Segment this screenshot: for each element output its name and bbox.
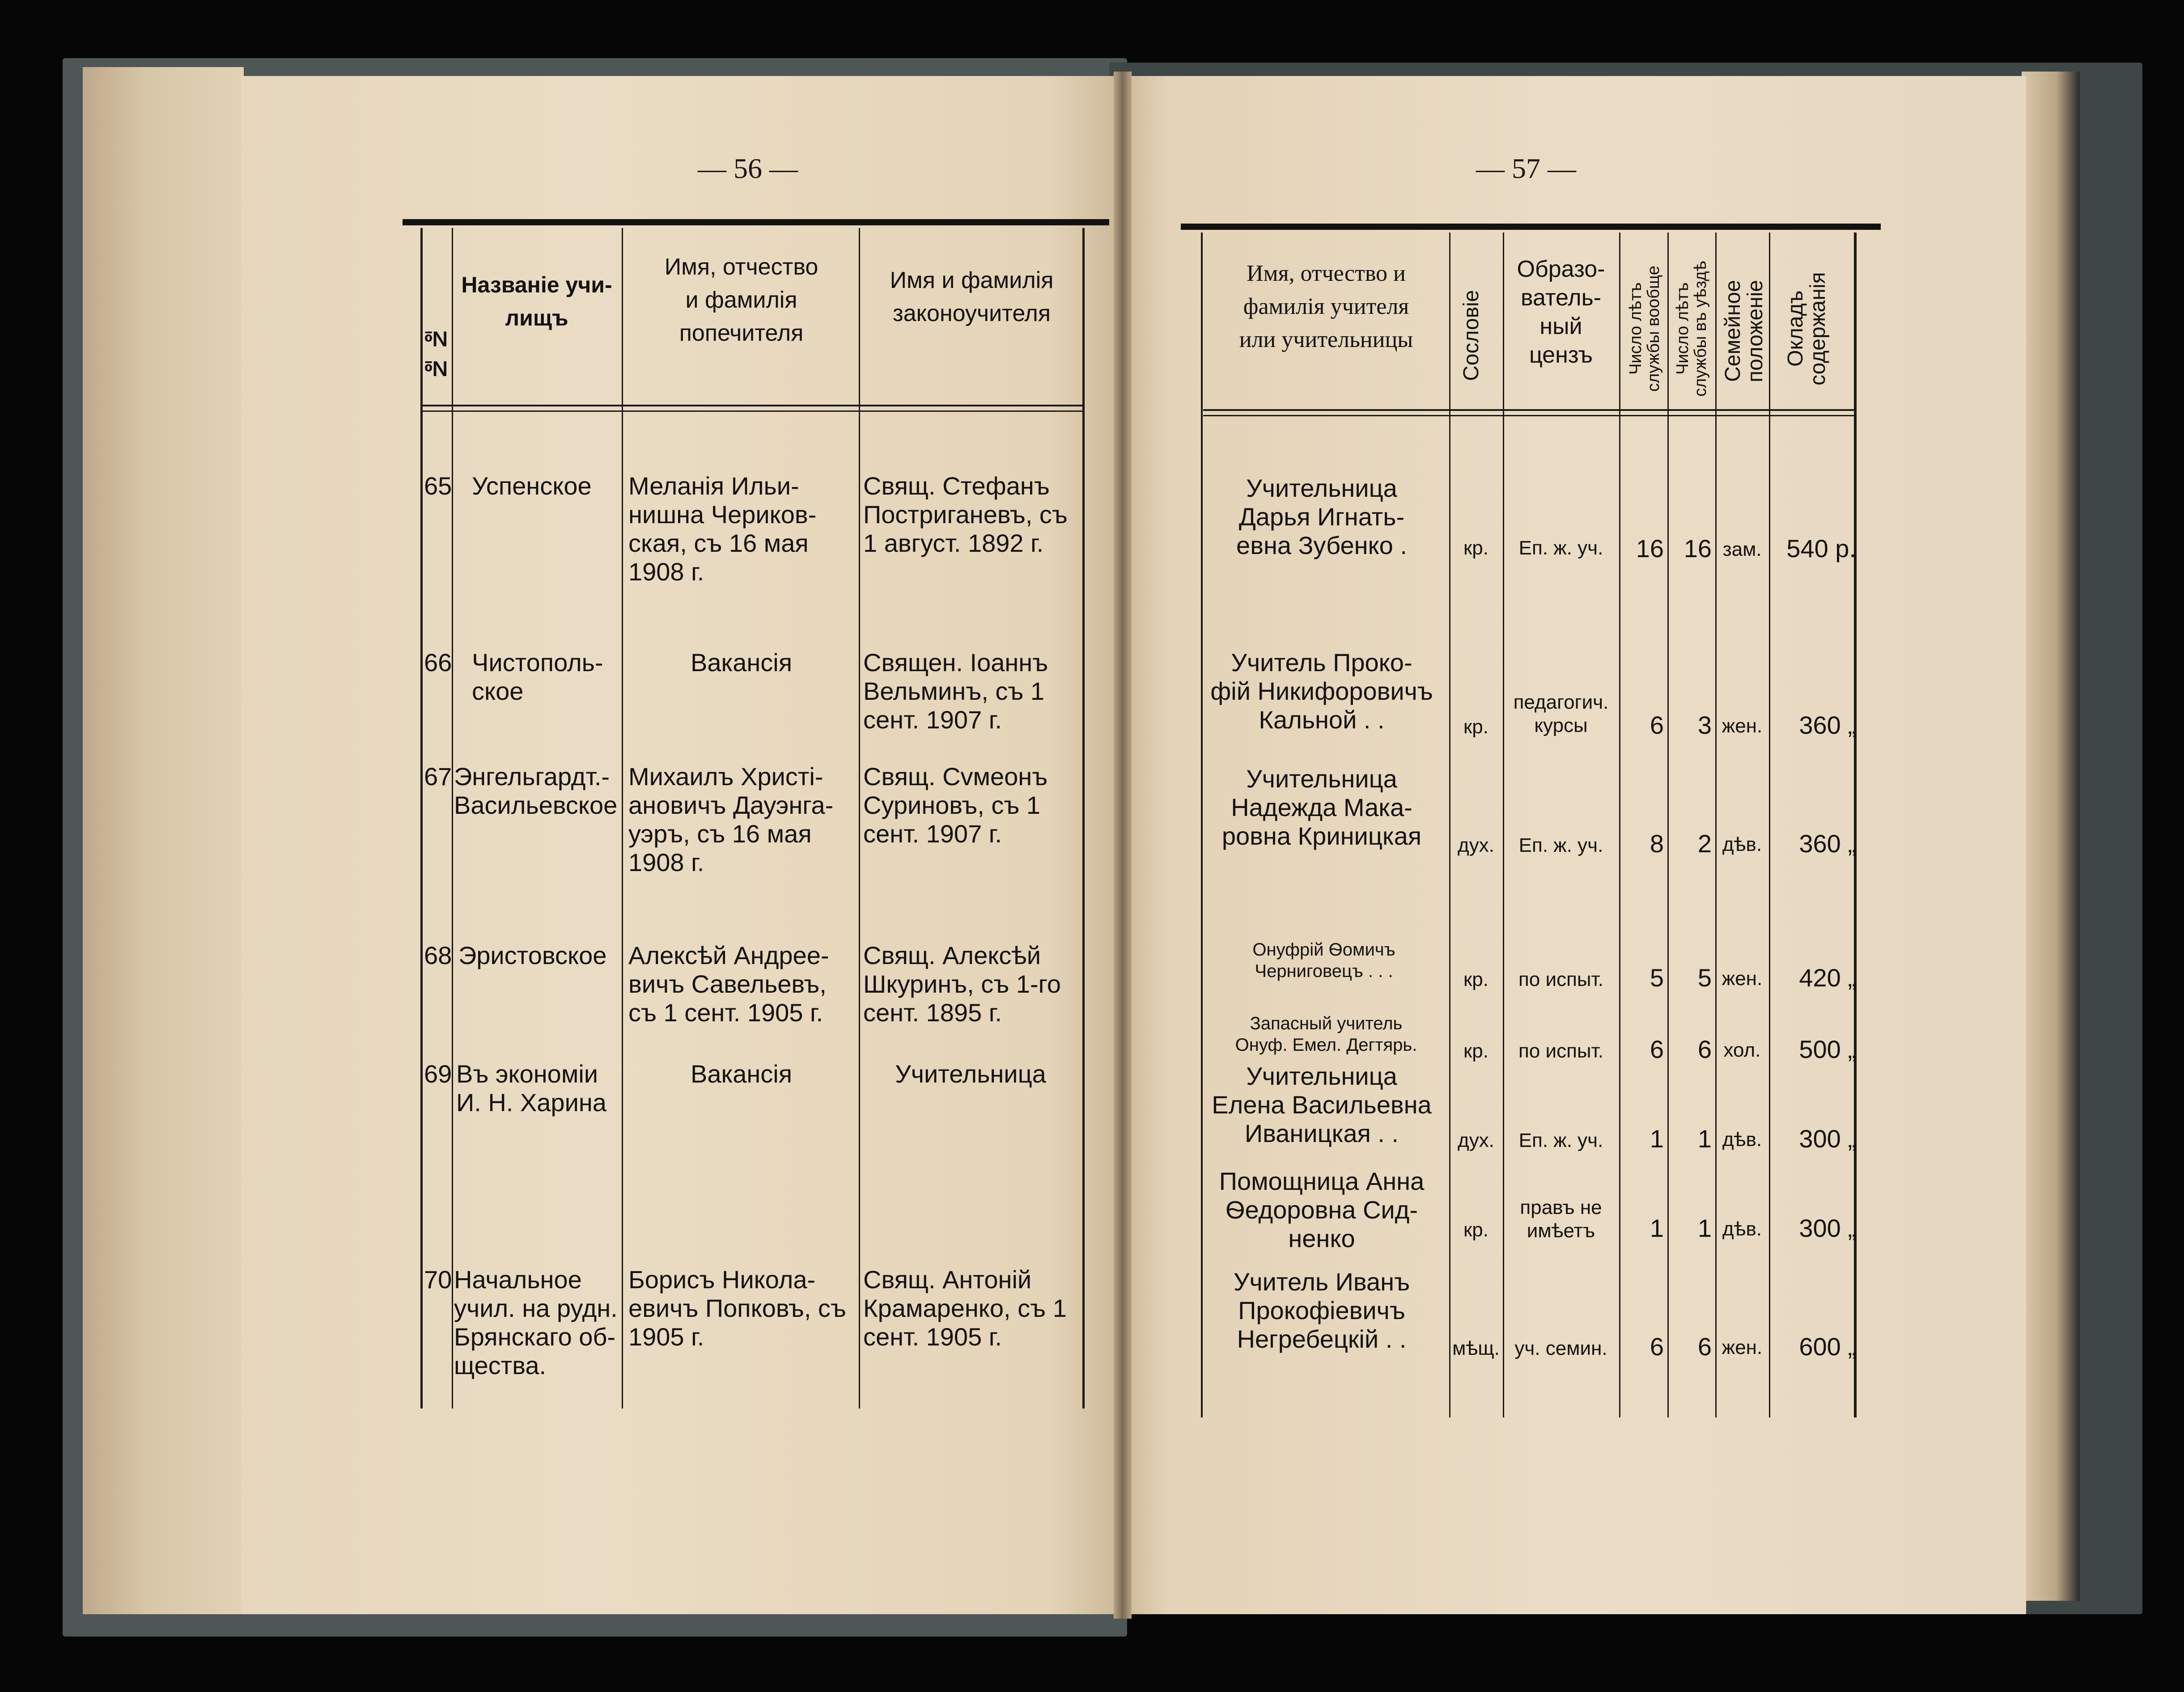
- header-num: № №: [424, 326, 448, 380]
- teacher-name: Учительница Елена Васильевна Иваницкая . .: [1212, 1062, 1432, 1147]
- row-school: Начальное учил. на рудн. Брянскаго об- щества.: [454, 1265, 618, 1379]
- header-rule-right: [1203, 409, 1856, 411]
- family-status: дѣв.: [1722, 1218, 1762, 1240]
- page-edges-right: [2022, 72, 2080, 1601]
- salary: 600 „: [1799, 1332, 1856, 1361]
- col-divider-trustee: [859, 228, 860, 1409]
- row-trustee: Вакансія: [690, 1060, 793, 1088]
- teacher-education: уч. семин.: [1514, 1337, 1607, 1359]
- salary: 360 „: [1799, 829, 1856, 858]
- salary: 300 „: [1799, 1214, 1856, 1242]
- years-total: 8: [1650, 829, 1664, 858]
- header-years-district: Число лѣтъ службы въ уѣздѣ: [1673, 261, 1710, 397]
- teacher-estate: кр.: [1463, 1040, 1489, 1062]
- years-total: 1: [1650, 1125, 1664, 1153]
- teacher-name: Учительница Дарья Игнать- евна Зубенко .: [1236, 474, 1407, 559]
- teacher-name: Учитель Иванъ Прокофіевичъ Негребецкій . .: [1233, 1268, 1410, 1353]
- years-total: 6: [1650, 1332, 1664, 1361]
- col-divider-num: [452, 228, 453, 1409]
- teacher-education: педагогич. курсы: [1513, 691, 1609, 736]
- row-school: Успенское: [472, 472, 592, 500]
- row-school: Эристовское: [458, 941, 607, 969]
- row-priest: Свящ. Стефанъ Постриганевъ, съ 1 август. 1892 г.: [863, 472, 1068, 557]
- salary: 540 р.: [1786, 534, 1856, 563]
- table-right-border-left: [1082, 228, 1085, 1409]
- table-top-rule-left: [403, 219, 1109, 225]
- family-status: дѣв.: [1722, 833, 1762, 855]
- teacher-name: Учительница Надежда Мака- ровна Криницкая: [1221, 765, 1422, 850]
- row-trustee: Вакансія: [690, 648, 793, 677]
- col-divider-estate: [1503, 233, 1504, 1417]
- table-left-border: [420, 228, 423, 1409]
- teacher-estate: дух.: [1458, 834, 1494, 856]
- family-status: жен.: [1722, 968, 1763, 990]
- teacher-name: Учитель Проко- фій Никифоровичъ Кальной . .: [1210, 648, 1433, 734]
- row-trustee: Борисъ Никола- евичъ Попковъ, съ 1905 г.: [628, 1265, 846, 1351]
- row-trustee: Михаилъ Христі- ановичъ Дауэнга- уэръ, съ 16 мая 1908 г.: [628, 762, 834, 876]
- header-school: Названіе учи- лищъ: [461, 272, 612, 330]
- book-gutter: [1114, 72, 1132, 1619]
- header-estate: Сословіе: [1459, 290, 1483, 381]
- years-district: 6: [1697, 1035, 1712, 1063]
- salary: 360 „: [1799, 711, 1856, 739]
- teacher-name: Помощница Анна Ѳедоровна Сид- ненко: [1219, 1167, 1425, 1252]
- row-num: 68: [424, 941, 452, 969]
- years-district: 3: [1697, 711, 1712, 739]
- row-num: 69: [424, 1060, 452, 1088]
- col-divider-family: [1769, 233, 1770, 1417]
- page-number-right: — 57 —: [1476, 152, 1576, 184]
- teacher-name: Онуфрій Ѳомичъ Черниговецъ . . .: [1252, 940, 1395, 981]
- page-edges-left: [83, 67, 244, 1614]
- table-left-border-right: [1201, 233, 1203, 1417]
- salary: 300 „: [1799, 1125, 1856, 1153]
- years-total: 6: [1650, 1035, 1664, 1063]
- teacher-education: по испыт.: [1518, 1040, 1604, 1062]
- teacher-estate: дух.: [1458, 1129, 1494, 1151]
- row-school: Чистополь- ское: [472, 648, 603, 705]
- years-district: 6: [1697, 1332, 1712, 1361]
- teacher-estate: кр.: [1463, 969, 1489, 990]
- page-number-left: — 56 —: [698, 152, 798, 184]
- row-priest: Учительница: [895, 1060, 1046, 1088]
- years-district: 1: [1697, 1125, 1712, 1153]
- header-rule-left: [420, 405, 1082, 406]
- years-district: 5: [1697, 964, 1712, 992]
- teacher-estate: кр.: [1463, 716, 1489, 738]
- row-num: 67: [424, 762, 452, 791]
- col-divider-years-district: [1715, 233, 1717, 1417]
- teacher-education: Еп. ж. уч.: [1518, 834, 1603, 856]
- teacher-name: Запасный учитель Онуф. Емел. Дегтярь.: [1235, 1014, 1417, 1055]
- col-divider-name: [1449, 233, 1450, 1417]
- header-teacher-name: Имя, отчество и фамилія учителя или учительницы: [1239, 261, 1413, 352]
- row-trustee: Меланія Ильи- нишна Чериков- ская, съ 16 мая 1908 г.: [628, 472, 817, 586]
- teacher-education: Еп. ж. уч.: [1518, 537, 1603, 559]
- teacher-estate: мѣщ.: [1452, 1337, 1500, 1359]
- row-priest: Священ. Іоаннъ Вельминъ, съ 1 сент. 1907 г.: [863, 648, 1048, 734]
- row-school: Энгельгардт.- Васильевское: [454, 762, 618, 819]
- header-family: Семейное положеніе: [1721, 279, 1767, 382]
- header-priest: Имя и фамилія законоучителя: [890, 267, 1054, 326]
- years-total: 16: [1636, 534, 1664, 563]
- years-district: 16: [1684, 534, 1712, 563]
- teacher-estate: кр.: [1463, 537, 1489, 559]
- teacher-education: правъ не имѣетъ: [1520, 1197, 1602, 1242]
- years-total: 1: [1650, 1214, 1664, 1242]
- salary: 500 „: [1799, 1035, 1856, 1063]
- row-priest: Свящ. Антоній Крамаренко, съ 1 сент. 1905 г.: [863, 1265, 1067, 1351]
- years-district: 1: [1697, 1214, 1712, 1242]
- row-school: Въ экономіи И. Н. Харина: [456, 1060, 606, 1117]
- header-salary: Окладъ содержанія: [1784, 272, 1830, 385]
- row-priest: Свящ. Алексѣй Шкуринъ, съ 1-го сент. 1895 г.: [863, 941, 1061, 1027]
- family-status: зам.: [1722, 538, 1762, 560]
- family-status: дѣв.: [1722, 1129, 1762, 1151]
- col-divider-education: [1619, 233, 1620, 1417]
- family-status: хол.: [1723, 1039, 1761, 1061]
- family-status: жен.: [1722, 715, 1763, 737]
- header-trustee: Имя, отчество и фамилія попечителя: [664, 254, 818, 346]
- teacher-estate: кр.: [1463, 1219, 1489, 1241]
- row-num: 70: [424, 1265, 452, 1294]
- teacher-education: по испыт.: [1518, 969, 1604, 990]
- header-rule-right-2: [1203, 415, 1856, 416]
- col-divider-years-total: [1667, 233, 1669, 1417]
- years-district: 2: [1697, 829, 1712, 858]
- header-education: Образо- ватель- ный цензъ: [1517, 256, 1605, 368]
- header-rule-left-2: [420, 410, 1082, 412]
- years-total: 6: [1650, 711, 1664, 739]
- row-num: 66: [424, 648, 452, 677]
- row-num: 65: [424, 472, 452, 500]
- years-total: 5: [1650, 964, 1664, 992]
- family-status: жен.: [1722, 1337, 1763, 1358]
- col-divider-school: [622, 228, 623, 1409]
- row-priest: Свящ. Сvмеонъ Суриновъ, съ 1 сент. 1907 г.: [863, 762, 1048, 848]
- table-top-rule-right: [1181, 224, 1881, 230]
- teacher-education: Еп. ж. уч.: [1518, 1129, 1603, 1151]
- salary: 420 „: [1799, 964, 1856, 992]
- header-years-total: Число лѣтъ службы вообще: [1626, 266, 1663, 392]
- row-trustee: Алексѣй Андрее- вичъ Савельевъ, съ 1 сент. 1905 г.: [628, 941, 829, 1027]
